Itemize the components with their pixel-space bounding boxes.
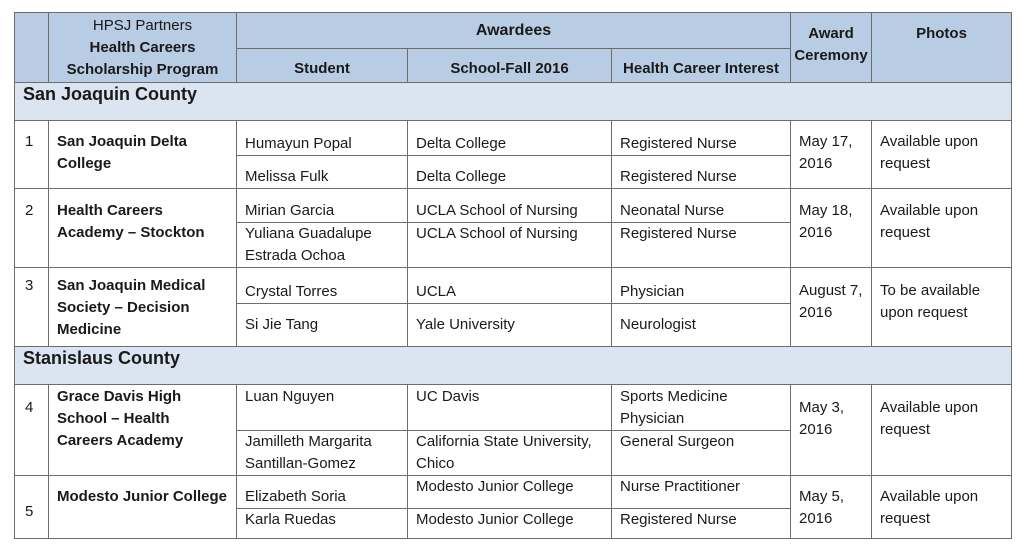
ceremony-date: May 3, 2016 — [791, 385, 872, 476]
header-school: School-Fall 2016 — [408, 49, 612, 83]
header-ceremony-line2: Ceremony — [794, 47, 868, 64]
county-row — [15, 347, 1012, 385]
photos-status: Available upon request — [872, 189, 1012, 268]
header-interest: Health Career Interest — [612, 49, 791, 83]
student-school: California State University, Chico — [408, 431, 612, 476]
partner-number: 3 — [15, 268, 49, 347]
partner-org: San Joaquin Medical Society – Decision Medicine — [49, 268, 237, 347]
student-interest: General Surgeon — [612, 431, 791, 476]
student-name: Si Jie Tang — [237, 304, 408, 347]
header-row-1 — [15, 13, 1012, 49]
student-school: Yale University — [408, 304, 612, 347]
student-name: Mirian Garcia — [237, 189, 408, 223]
header-program-line1: HPSJ Partners — [92, 16, 193, 34]
student-name: Crystal Torres — [237, 268, 408, 304]
header-ceremony — [791, 13, 872, 83]
student-name: Karla Ruedas — [237, 509, 408, 539]
header-ceremony-line1: Award — [808, 25, 854, 42]
student-name: Melissa Fulk — [237, 156, 408, 189]
ceremony-date: August 7, 2016 — [791, 268, 872, 347]
header-photos: Photos — [872, 13, 1012, 83]
student-school: Delta College — [408, 156, 612, 189]
header-student: Student — [237, 49, 408, 83]
student-school: UCLA — [408, 268, 612, 304]
scholarship-table — [14, 12, 1012, 539]
header-program-line3: Scholarship Program — [66, 60, 219, 78]
student-name: Jamilleth Margarita Santillan-Gomez — [237, 431, 408, 476]
photos-status: To be available upon request — [872, 268, 1012, 347]
photos-status: Available upon request — [872, 385, 1012, 476]
student-interest: Sports Medicine Physician — [612, 385, 791, 431]
student-school: UC Davis — [408, 385, 612, 431]
student-interest: Registered Nurse — [612, 223, 791, 268]
county-name: San Joaquin County — [15, 83, 1012, 121]
header-number — [15, 13, 49, 83]
student-school: Modesto Junior College — [408, 509, 612, 539]
student-school: UCLA School of Nursing — [408, 223, 612, 268]
student-interest: Neurologist — [612, 304, 791, 347]
student-name: Luan Nguyen — [237, 385, 408, 431]
partner-org: Grace Davis High School – Health Careers Academy — [49, 385, 237, 476]
partner-number: 5 — [15, 476, 49, 539]
student-interest: Registered Nurse — [612, 156, 791, 189]
partner-number: 4 — [15, 385, 49, 476]
partner-org: Modesto Junior College — [49, 476, 237, 539]
student-interest: Nurse Practitioner — [612, 476, 791, 509]
student-name: Yuliana Guadalupe Estrada Ochoa — [237, 223, 408, 268]
county-row — [15, 83, 1012, 121]
header-program-line2: Health Careers — [89, 38, 196, 56]
partner-org: Health Careers Academy – Stockton — [49, 189, 237, 268]
partner-number: 1 — [15, 121, 49, 189]
student-interest: Physician — [612, 268, 791, 304]
student-name: Humayun Popal — [237, 121, 408, 156]
ceremony-date: May 5, 2016 — [791, 476, 872, 539]
student-school: Delta College — [408, 121, 612, 156]
photos-status: Available upon request — [872, 476, 1012, 539]
photos-status: Available upon request — [872, 121, 1012, 189]
table-row — [15, 189, 1012, 223]
table-row — [15, 268, 1012, 304]
ceremony-date: May 17, 2016 — [791, 121, 872, 189]
table-row — [15, 121, 1012, 156]
student-name: Elizabeth Soria — [237, 476, 408, 509]
header-awardees: Awardees — [237, 13, 791, 49]
header-program — [49, 13, 237, 83]
partner-org: San Joaquin Delta College — [49, 121, 237, 189]
ceremony-date: May 18, 2016 — [791, 189, 872, 268]
student-interest: Neonatal Nurse — [612, 189, 791, 223]
student-school: Modesto Junior College — [408, 476, 612, 509]
student-interest: Registered Nurse — [612, 509, 791, 539]
student-interest: Registered Nurse — [612, 121, 791, 156]
county-name: Stanislaus County — [15, 347, 1012, 385]
partner-number: 2 — [15, 189, 49, 268]
student-school: UCLA School of Nursing — [408, 189, 612, 223]
table-row — [15, 385, 1012, 431]
table-row — [15, 476, 1012, 509]
